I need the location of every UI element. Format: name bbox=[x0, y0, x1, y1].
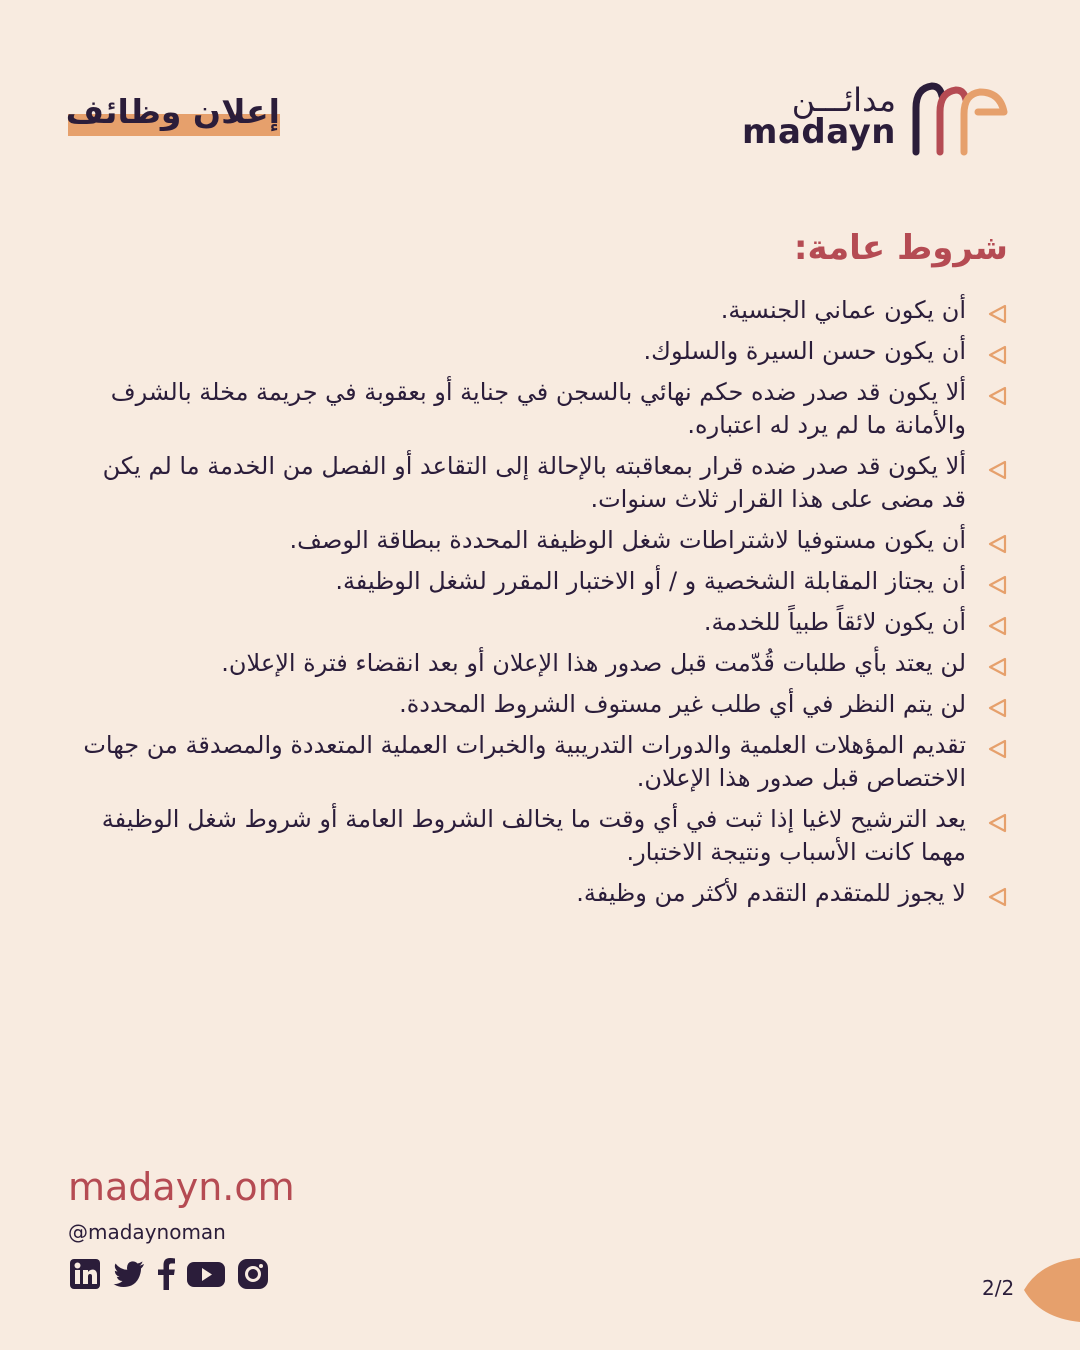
list-item bbox=[78, 450, 1008, 516]
youtube-icon[interactable] bbox=[186, 1257, 226, 1291]
condition-text: لن يتم النظر في أي طلب غير مستوف الشروط المحددة. bbox=[399, 690, 966, 718]
social-handle[interactable]: @madaynoman bbox=[68, 1220, 226, 1244]
triangle-bullet-icon bbox=[986, 459, 1008, 481]
condition-text: ألا يكون قد صدر ضده قرار بمعاقبته بالإحالة إلى التقاعد أو الفصل من الخدمة ما لم يكن قد مضى على هذا القرار ثلاث سنوات. bbox=[102, 452, 966, 513]
conditions-list bbox=[78, 294, 1008, 918]
linkedin-icon[interactable] bbox=[68, 1257, 102, 1291]
condition-text: أن يجتاز المقابلة الشخصية و / أو الاختبار المقرر لشغل الوظيفة. bbox=[335, 567, 966, 595]
condition-text: يعد الترشيح لاغيا إذا ثبت في أي وقت ما يخالف الشروط العامة أو شروط شغل الوظيفة مهما كانت الأسباب ونتيجة الاختبار. bbox=[101, 805, 966, 866]
triangle-bullet-icon bbox=[986, 886, 1008, 908]
list-item bbox=[78, 376, 1008, 442]
triangle-bullet-icon bbox=[986, 656, 1008, 678]
instagram-icon[interactable] bbox=[236, 1257, 270, 1291]
triangle-bullet-icon bbox=[986, 812, 1008, 834]
condition-text: أن يكون حسن السيرة والسلوك. bbox=[643, 337, 966, 365]
list-item bbox=[78, 877, 1008, 910]
triangle-bullet-icon bbox=[986, 738, 1008, 760]
triangle-bullet-icon bbox=[986, 574, 1008, 596]
triangle-bullet-icon bbox=[986, 344, 1008, 366]
triangle-bullet-icon bbox=[986, 615, 1008, 637]
condition-text: أن يكون مستوفيا لاشتراطات شغل الوظيفة المحددة ببطاقة الوصف. bbox=[289, 526, 966, 554]
triangle-bullet-icon bbox=[986, 385, 1008, 407]
logo-arabic-text: مدائـــن bbox=[791, 81, 896, 119]
condition-text: ألا يكون قد صدر ضده حكم نهائي بالسجن في جناية أو بعقوبة في جريمة مخلة بالشرف والأمانة ما لم يرد له اعتباره. bbox=[110, 378, 966, 439]
twitter-icon[interactable] bbox=[112, 1257, 146, 1291]
website-link[interactable]: madayn.om bbox=[68, 1165, 295, 1209]
condition-text: أن يكون عماني الجنسية. bbox=[720, 296, 966, 324]
social-icons bbox=[68, 1256, 270, 1292]
list-item bbox=[78, 729, 1008, 795]
announcement-badge bbox=[65, 86, 280, 142]
condition-text: لن يعتد بأي طلبات قُدّمت قبل صدور هذا الإعلان أو بعد انقضاء فترة الإعلان. bbox=[221, 649, 966, 677]
corner-decoration bbox=[1020, 1258, 1080, 1322]
list-item bbox=[78, 335, 1008, 368]
logo-arches-icon bbox=[910, 78, 1010, 156]
list-item bbox=[78, 565, 1008, 598]
condition-text: تقديم المؤهلات العلمية والدورات التدريبية والخبرات العملية المتعددة والمصدقة من جهات الاختصاص قبل صدور هذا الإعلان. bbox=[83, 731, 966, 792]
list-item bbox=[78, 688, 1008, 721]
triangle-bullet-icon bbox=[986, 533, 1008, 555]
list-item bbox=[78, 606, 1008, 639]
logo-english-text: madayn bbox=[742, 112, 896, 152]
condition-text: لا يجوز للمتقدم التقدم لأكثر من وظيفة. bbox=[576, 879, 966, 907]
triangle-bullet-icon bbox=[986, 303, 1008, 325]
list-item bbox=[78, 294, 1008, 327]
madayn-logo bbox=[742, 78, 1010, 158]
list-item bbox=[78, 524, 1008, 557]
list-item bbox=[78, 647, 1008, 680]
list-item bbox=[78, 803, 1008, 869]
page-indicator: 2/2 bbox=[982, 1276, 1015, 1300]
condition-text: أن يكون لائقاً طبياً للخدمة. bbox=[703, 608, 966, 636]
section-title: شروط عامة: bbox=[793, 228, 1008, 268]
announcement-title: إعلان وظائف bbox=[65, 92, 280, 131]
facebook-icon[interactable] bbox=[156, 1257, 176, 1291]
triangle-bullet-icon bbox=[986, 697, 1008, 719]
